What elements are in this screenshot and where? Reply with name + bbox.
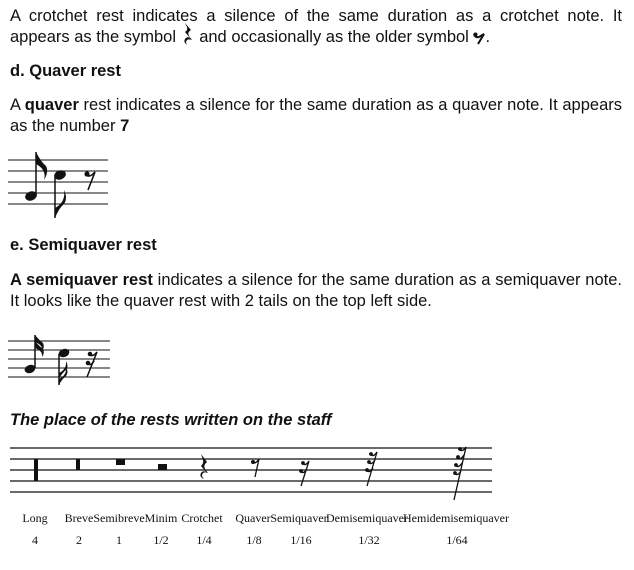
rest-name-breve: Breve (64, 511, 94, 525)
old-crotchet-rest-symbol-icon (473, 31, 485, 45)
rest-value-semibreve: 1 (116, 533, 122, 547)
rest-value-semiquaver: 1/16 (290, 533, 312, 547)
rest-value-hemidemisemiquaver: 1/64 (446, 533, 468, 547)
quaver-text-b: rest indicates a silence for the same duration as a quaver note. It appears as the number (10, 96, 622, 135)
rest-name-long: Long (22, 511, 48, 525)
quaver-bold-number: 7 (120, 117, 130, 135)
rest-name-minim: Minim (144, 511, 178, 525)
rests-on-staff-diagram (0, 440, 510, 552)
crotchet-rest-symbol-icon (181, 22, 195, 46)
rest-value-quaver: 1/8 (246, 533, 262, 547)
rest-value-minim: 1/2 (153, 533, 169, 547)
quaver-text-a: A (10, 96, 25, 114)
rest-value-long: 4 (32, 533, 38, 547)
rest-name-hemidemisemiquaver: Hemidemisemiquaver (403, 511, 509, 525)
breve-rest-glyph (76, 459, 80, 470)
rest-value-demisemiquaver: 1/32 (358, 533, 380, 547)
rest-name-demisemiquaver: Demisemiquaver (326, 511, 408, 525)
rest-name-semibreve: Semibreve (93, 511, 145, 525)
rests-on-staff-heading: The place of the rests written on the staff (10, 411, 332, 429)
minim-rest-glyph (158, 464, 167, 470)
rest-value-crotchet: 1/4 (196, 533, 212, 547)
rest-name-quaver: Quaver (235, 511, 271, 525)
crotchet-text-2end: . (485, 28, 491, 46)
semiquaver-bold-phrase: A semiquaver rest (10, 271, 153, 289)
quaver-rest-paragraph (10, 95, 622, 137)
quaver-rest-staff-glyph (251, 459, 259, 477)
quaver-rest-glyph (84, 171, 95, 190)
crotchet-rest-glyph (200, 454, 208, 479)
semiquaver-rest-heading: e. Semiquaver rest (10, 236, 157, 254)
long-rest-glyph (34, 459, 38, 481)
crotchet-text-1a: A crotchet rest indicates (10, 7, 198, 25)
semiquaver-rest-paragraph (10, 270, 622, 312)
rest-name-crotchet: Crotchet (181, 511, 223, 525)
semiquaver-rest-staff-example (8, 333, 112, 385)
crotchet-text-1b: a silence of the same duration as a crotchet note. It (206, 7, 622, 25)
rest-value-breve: 2 (76, 533, 82, 547)
quaver-rest-staff-example (8, 150, 110, 222)
semiquaver-rest-staff-glyph (301, 461, 309, 486)
semibreve-rest-glyph (116, 459, 125, 465)
semiquaver-text: indicates a silence for the same duration as a semiquaver note. It looks like the quaver rest with 2 tails on the top left side. (10, 271, 622, 310)
crotchet-text-2a: appears as the symbol (10, 28, 177, 46)
quaver-rest-heading: d. Quaver rest (10, 62, 121, 80)
crotchet-text-2b: and occasionally as the older symbol (199, 28, 469, 46)
crotchet-rest-paragraph (10, 6, 622, 48)
quaver-bold-word: quaver (24, 96, 79, 114)
rest-name-semiquaver: Semiquaver (270, 511, 328, 525)
